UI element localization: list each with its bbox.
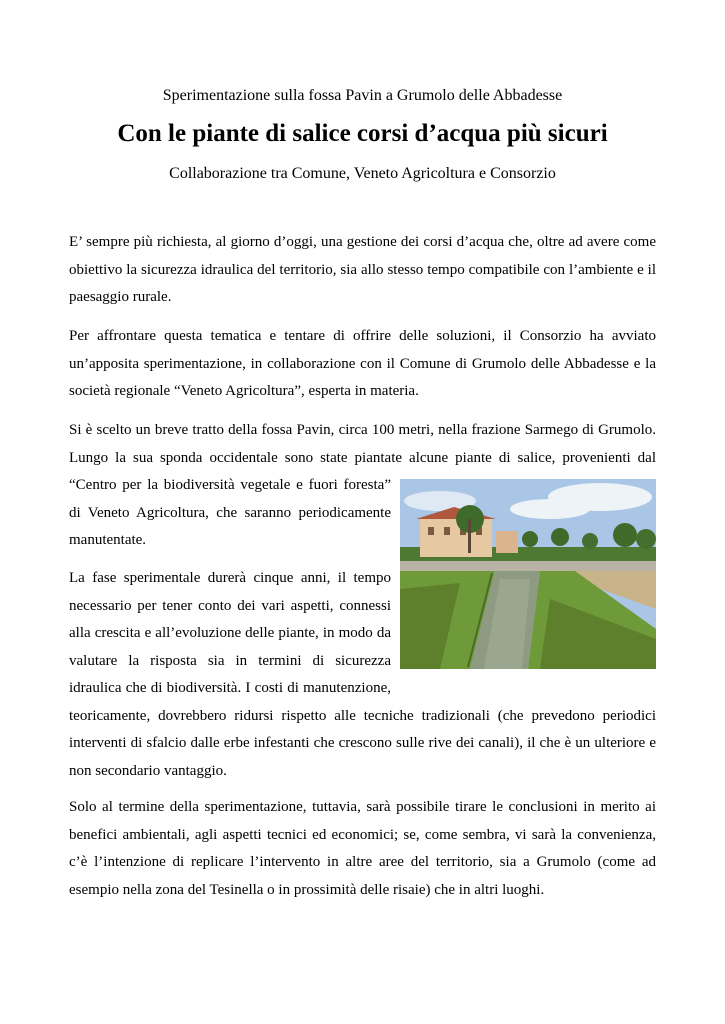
article-headline: Con le piante di salice corsi d’acqua più sicuri bbox=[117, 120, 608, 147]
paragraph-text: La fase sperimentale durerà cinque anni, il tempo necessario per tener conto dei vari aspetti, connessi alla crescita e all’evoluzione delle piante, in modo da valutare la risposta sia in termini di sicurezza idraulica che di biodiversità. I costi di manutenzione, teoricamente, dovrebbero ridursi rispetto alle tecniche tradizionali (che prevedono periodici interventi di sfalcio dalle erbe infestanti che crescono sulle rive dei canali), il che è un ulteriore e non secondario vantaggio. bbox=[69, 570, 656, 779]
article-paragraph-4 bbox=[69, 565, 656, 785]
paragraph-text: E’ sempre più richiesta, al giorno d’oggi, una gestione dei corsi d’acqua che, oltre ad avere come obiettivo la sicurezza idraulica del territorio, sia allo stesso tempo compatibile con l’ambiente e il paesaggio rurale. bbox=[69, 234, 656, 305]
paragraph-text: Si è scelto un breve tratto della fossa Pavin, circa 100 metri, nella frazione Sarmego di Grumolo. Lungo la sua sponda occidentale sono state piantate alcune piante di salice, provenienti dal “Centro per la biodiversità vegetale e fuori foresta” di Veneto Agricoltura, che saranno periodicamente manutentate. bbox=[69, 422, 656, 548]
article-kicker: Sperimentazione sulla fossa Pavin a Grumolo delle Abbadesse bbox=[162, 87, 563, 104]
article-paragraph-2 bbox=[69, 323, 656, 406]
paragraph-text: Per affrontare questa tematica e tentare di offrire delle soluzioni, il Consorzio ha avviato un’apposita sperimentazione, in collaborazione con il Comune di Grumolo delle Abbadesse e la società regionale “Veneto Agricoltura”, esperta in materia. bbox=[69, 328, 656, 399]
article-paragraph-5 bbox=[69, 794, 656, 904]
paragraph-text: Solo al termine della sperimentazione, tuttavia, sarà possibile tirare le conclusioni in merito ai benefici ambientali, agli aspetti tecnici ed economici; se, come sembra, vi sarà la convenienza, c’è l’intenzione di replicare l’intervento in altre aree del territorio, sia a Grumolo (come ad esempio nella zona del Tesinella o in prossimità delle risaie) che in altri luoghi. bbox=[69, 799, 656, 898]
article-subhead: Collaborazione tra Comune, Veneto Agricoltura e Consorzio bbox=[169, 165, 556, 182]
article-paragraph-1 bbox=[69, 229, 656, 312]
